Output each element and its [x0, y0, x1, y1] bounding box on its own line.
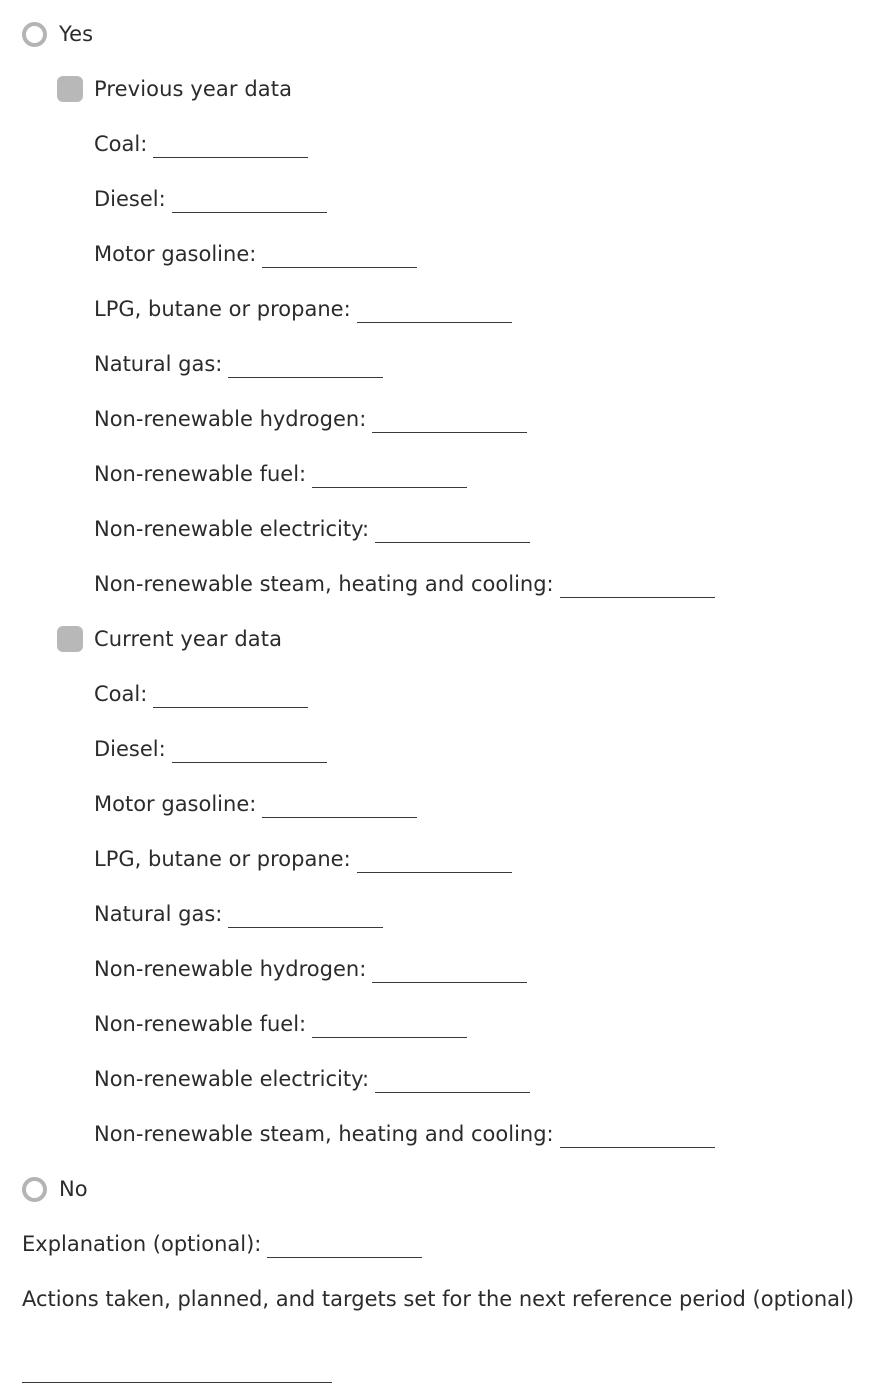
field-label: LPG, butane or propane: [94, 297, 351, 321]
curr-steam-input[interactable] [560, 1125, 715, 1148]
no-radio[interactable] [22, 1177, 47, 1202]
yes-radio[interactable] [22, 22, 47, 47]
field-label: Diesel: [94, 737, 166, 761]
actions-field [22, 1279, 854, 1319]
explanation-field [22, 1224, 422, 1264]
prev-lpg-input[interactable] [357, 300, 512, 323]
actions-input-line[interactable] [22, 1381, 332, 1383]
field-label: Non-renewable steam, heating and cooling: [94, 1122, 554, 1146]
prev-coal-field [94, 124, 308, 164]
no-option[interactable] [22, 1169, 88, 1209]
previous-year-label: Previous year data [94, 77, 293, 101]
prev-diesel-input[interactable] [172, 190, 327, 213]
current-year-label: Current year data [94, 627, 283, 651]
curr-steam-field [94, 1114, 715, 1154]
field-label: Natural gas: [94, 902, 223, 926]
curr-coal-input[interactable] [153, 685, 308, 708]
field-label: Non-renewable fuel: [94, 462, 307, 486]
curr-natural-gas-field [94, 894, 383, 934]
curr-diesel-field [94, 729, 327, 769]
prev-motor-gasoline-input[interactable] [262, 245, 417, 268]
field-label: Non-renewable fuel: [94, 1012, 307, 1036]
field-label: Non-renewable hydrogen: [94, 407, 367, 431]
curr-diesel-input[interactable] [172, 740, 327, 763]
field-label: Motor gasoline: [94, 792, 257, 816]
current-year-checkbox[interactable] [57, 626, 83, 652]
curr-electricity-field [94, 1059, 530, 1099]
field-label: Non-renewable electricity: [94, 517, 370, 541]
prev-natural-gas-input[interactable] [228, 355, 383, 378]
prev-coal-input[interactable] [153, 135, 308, 158]
curr-electricity-input[interactable] [375, 1070, 530, 1093]
curr-hydrogen-field [94, 949, 527, 989]
curr-motor-gasoline-input[interactable] [262, 795, 417, 818]
prev-natural-gas-field [94, 344, 383, 384]
field-label: Non-renewable steam, heating and cooling: [94, 572, 554, 596]
field-label: Motor gasoline: [94, 242, 257, 266]
field-label: Coal: [94, 682, 148, 706]
yes-option[interactable] [22, 14, 93, 54]
curr-motor-gasoline-field [94, 784, 417, 824]
field-label: Non-renewable electricity: [94, 1067, 370, 1091]
actions-input[interactable] [22, 1364, 332, 1388]
current-year-option[interactable] [57, 619, 282, 659]
field-label: Natural gas: [94, 352, 223, 376]
previous-year-option[interactable] [57, 69, 292, 109]
curr-hydrogen-input[interactable] [372, 960, 527, 983]
actions-label: Actions taken, planned, and targets set for the next reference period (optional) [22, 1287, 855, 1311]
previous-year-checkbox[interactable] [57, 76, 83, 102]
prev-lpg-field [94, 289, 512, 329]
field-label: Diesel: [94, 187, 166, 211]
prev-diesel-field [94, 179, 327, 219]
prev-hydrogen-field [94, 399, 527, 439]
curr-lpg-input[interactable] [357, 850, 512, 873]
prev-fuel-input[interactable] [312, 465, 467, 488]
curr-fuel-field [94, 1004, 467, 1044]
curr-natural-gas-input[interactable] [228, 905, 383, 928]
curr-coal-field [94, 674, 308, 714]
field-label: Non-renewable hydrogen: [94, 957, 367, 981]
explanation-label: Explanation (optional): [22, 1232, 262, 1256]
prev-fuel-field [94, 454, 467, 494]
prev-motor-gasoline-field [94, 234, 417, 274]
prev-electricity-field [94, 509, 530, 549]
no-label: No [59, 1177, 88, 1201]
prev-steam-field [94, 564, 715, 604]
curr-fuel-input[interactable] [312, 1015, 467, 1038]
prev-electricity-input[interactable] [375, 520, 530, 543]
explanation-input[interactable] [267, 1235, 422, 1258]
curr-lpg-field [94, 839, 512, 879]
field-label: Coal: [94, 132, 148, 156]
prev-steam-input[interactable] [560, 575, 715, 598]
prev-hydrogen-input[interactable] [372, 410, 527, 433]
yes-label: Yes [59, 22, 94, 46]
field-label: LPG, butane or propane: [94, 847, 351, 871]
